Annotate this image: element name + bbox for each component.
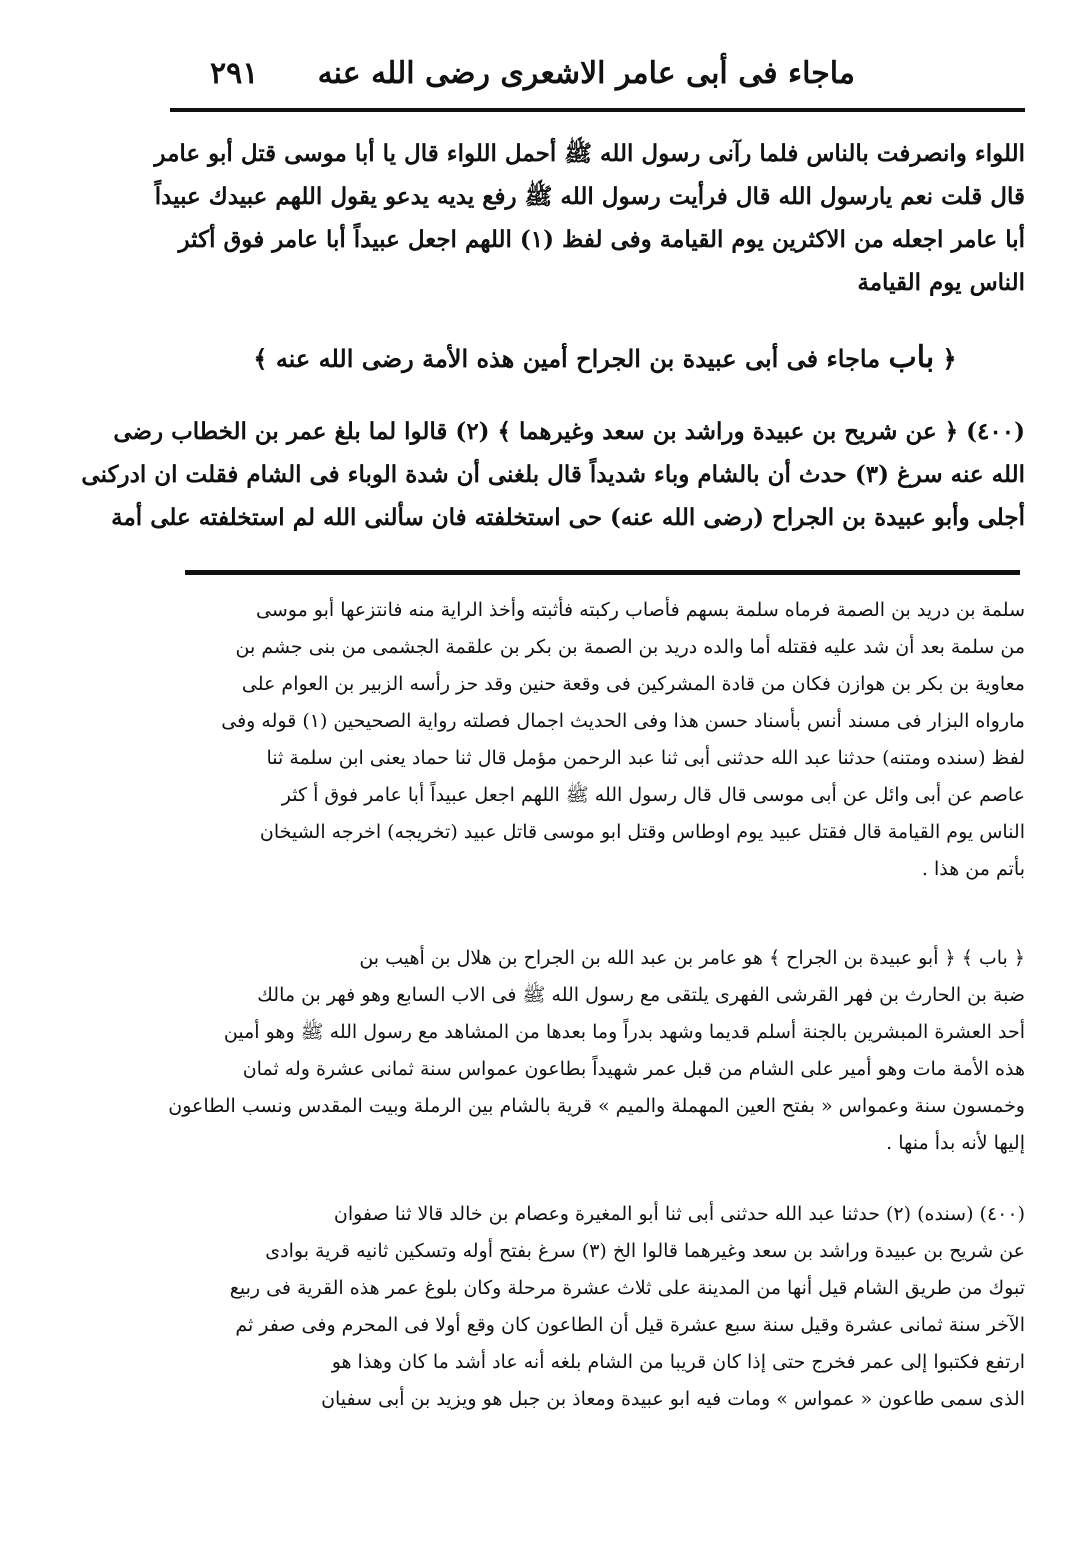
footnote-line: عن شريح بن عبيدة وراشد بن سعد وغيرهما قالوا الخ (٣) سرغ بفتح أوله وتسكين ثانيه قرية بوادى (265, 1240, 1025, 1262)
footnote-line: معاوية بن بكر بن هوازن فكان من قادة المشركين فى وقعة حنين وقد حز رأسه الزبير بن العوام على (241, 673, 1025, 695)
footnotes-block-3 (185, 1196, 1025, 1418)
text-line: (٤٠٠) ﴿ عن شريح بن عبيدة وراشد بن سعد وغيرهما ﴾ (٢) قالوا لما بلغ عمر بن الخطاب رضى (113, 418, 1025, 445)
text-line: اللواء وانصرفت بالناس فلما رآنى رسول الله ﷺ أحمل اللواء قال يا أبا موسى قتل أبو عامر (154, 140, 1025, 167)
text-line: قال قلت نعم يارسول الله قال فرأيت رسول الله ﷺ رفع يديه يدعو يقول اللهم عبيدك عبيداً (154, 183, 1025, 210)
bab-label: باب (888, 340, 935, 375)
footnote-line: الذى سمى طاعون « عمواس » ومات فيه ابو عبيدة ومعاذ بن جبل هو ويزيد بن أبى سفيان (321, 1388, 1025, 1410)
footnote-line: سلمة بن دريد بن الصمة فرماه سلمة بسهم فأصاب ركبته فأثبته وأخذ الراية منه فانتزعها أبو موسى (256, 599, 1025, 621)
hadith-400 (81, 410, 1025, 539)
footnotes-block-2 (168, 940, 1025, 1162)
footnote-separator (185, 570, 1020, 575)
footnote-line: من سلمة بعد أن شد عليه فقتله أما والده دريد بن الصمة بن بكر بن علقمة الجشمى من بنى جشم بن (235, 636, 1025, 658)
footnote-line: الناس يوم القيامة قال فقتل عبيد يوم اوطاس وقتل ابو موسى قاتل عبيد (تخريجه) اخرجه الشيخان (259, 821, 1025, 843)
heading-bracket-close: ﴾ (253, 344, 268, 373)
text-line: الناس يوم القيامة (857, 269, 1025, 296)
footnote-line: لفظ (سنده ومتنه) حدثنا عبد الله حدثنى أبى ثنا عبد الرحمن مؤمل قال ثنا حماد يعنى ابن سلمة ثنا (266, 747, 1025, 769)
footnote-line: (٤٠٠) (سنده) (٢) حدثنا عبد الله حدثنى أبى ثنا أبو المغيرة وعصام بن خالد قالا ثنا صفوان (333, 1203, 1025, 1225)
footnote-line: عاصم عن أبى وائل عن أبى موسى قال قال رسول الله ﷺ اللهم اجعل عبيداً أبا عامر فوق أ كثر (281, 784, 1025, 806)
footnote-line: إليها لأنه بدأ منها . (886, 1132, 1025, 1154)
footnote-line: أحد العشرة المبشرين بالجنة أسلم قديما وشهد بدراً وما بعدها من المشاهد مع رسول الله ﷺ وهو أمين (223, 1021, 1025, 1043)
heading-bracket-open: ﴿ (942, 344, 957, 373)
footnote-line: وخمسون سنة وعمواس « بفتح العين المهملة والميم » قرية بالشام بين الرملة وبيت المقدس ونسب الطاعون (168, 1095, 1025, 1117)
text-line: أجلى وأبو عبيدة بن الجراح (رضى الله عنه) حى استخلفته فان سألنى الله لم استخلفته على أمة (111, 504, 1025, 531)
footnote-line: هذه الأمة مات وهو أمير على الشام من قبل عمر شهيداً بطاعون عمواس سنة ثمانى عشرة وله ثمان (242, 1058, 1025, 1080)
text-line: الله عنه سرغ (٣) حدث أن بالشام وباء شديداً قال بلغنى أن شدة الوباء فى الشام فقلت ان ادركنى (81, 461, 1025, 488)
main-text-continuation (154, 132, 1025, 304)
text-line: أبا عامر اجعله من الاكثرين يوم القيامة وفى لفظ (١) اللهم اجعل عبيداً أبا عامر فوق أكثر (178, 226, 1025, 253)
footnotes-block-1 (185, 592, 1025, 888)
heading-text: ماجاء فى أبى عبيدة بن الجراح أمين هذه الأمة رضى الله عنه (275, 344, 881, 373)
footnote-line: الآخر سنة ثمانى عشرة وقيل سنة سبع عشرة قيل أن الطاعون كان وقع أولا فى المحرم وفى صفر ثم (235, 1314, 1025, 1336)
footnote-line: تبوك من طريق الشام قيل أنها من المدينة على ثلاث عشرة مرحلة وكان بلوغ عمر هذه القرية فى ربيع (229, 1277, 1025, 1299)
footnote-line: بأتم من هذا . (921, 858, 1025, 880)
page-header (170, 48, 1025, 100)
page-number: ٢٩١ (210, 56, 259, 91)
chapter-heading (185, 340, 1025, 375)
footnote-line: ﴿ باب ﴾ ﴿ أبو عبيدة بن الجراح ﴾ هو عامر بن عبد الله بن الجراح بن هلال بن أهيب بن (359, 947, 1025, 969)
footnote-line: ارتفع فكتبوا إلى عمر فخرج حتى إذا كان قريبا من الشام بلغه أنه عاد أشد ما كان وهذا هو (331, 1351, 1025, 1373)
header-rule (170, 108, 1025, 112)
footnote-line: مارواه البزار فى مسند أنس بأسناد حسن هذا وفى الحديث اجمال فصلته رواية الصحيحين (١) قوله وفى (221, 710, 1025, 732)
footnote-line: ضبة بن الحارث بن فهر القرشى الفهرى يلتقى مع رسول الله ﷺ فى الاب السابع وهو فهر بن مالك (257, 984, 1025, 1006)
running-title: ماجاء فى أبى عامر الاشعرى رضى الله عنه (317, 56, 855, 91)
